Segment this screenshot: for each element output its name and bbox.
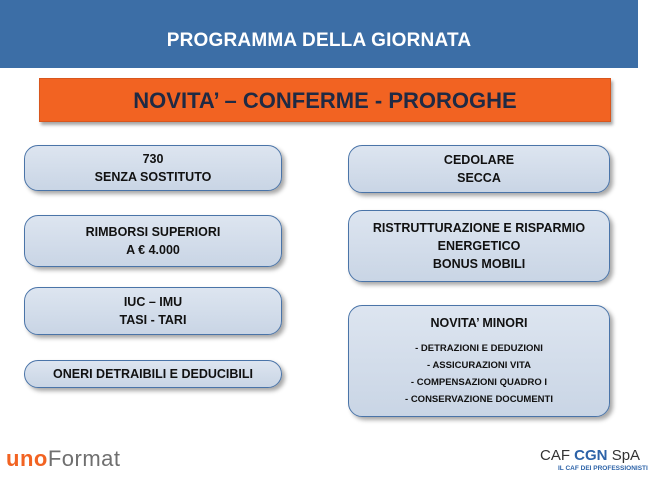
caf-tagline: IL CAF DEI PROFESSIONISTI (558, 465, 648, 472)
caf-line (540, 447, 640, 464)
box-line: A € 4.000 (126, 243, 180, 257)
box-line: RIMBORSI SUPERIORI (85, 225, 221, 239)
caf-text: CAF (540, 447, 570, 464)
box-line: SENZA SOSTITUTO (94, 170, 212, 184)
box-oneri (24, 360, 282, 388)
minor-title: NOVITA’ MINORI (430, 316, 528, 330)
box-line: SECCA (457, 171, 501, 185)
header-bar (0, 0, 638, 68)
box-line: ENERGETICO (437, 239, 521, 253)
spa-text: SpA (611, 447, 641, 464)
box-line: ONERI DETRAIBILI E DEDUCIBILI (52, 367, 253, 381)
box-line: IUC – IMU (123, 295, 183, 309)
logo-part: Format (47, 446, 121, 471)
cgn-text: CGN (574, 447, 608, 464)
box-730 (24, 145, 282, 191)
caf-cgn-logo (540, 447, 648, 475)
box-rimborsi (24, 215, 282, 267)
minor-item: - CONSERVAZIONE DOCUMENTI (405, 394, 553, 405)
box-novita-minori (348, 305, 610, 417)
box-line: BONUS MOBILI (432, 257, 526, 271)
logo-part: uno (6, 446, 48, 471)
box-cedolare (348, 145, 610, 193)
box-line: CEDOLARE (443, 153, 515, 167)
box-line: 730 (142, 152, 164, 166)
minor-item: - ASSICURAZIONI VITA (427, 360, 531, 371)
minor-item: - COMPENSAZIONI QUADRO I (410, 377, 548, 388)
box-line: TASI - TARI (119, 313, 187, 327)
page-title: PROGRAMMA DELLA GIORNATA (166, 30, 472, 51)
box-line: RISTRUTTURAZIONE E RISPARMIO (372, 221, 586, 235)
section-banner (39, 78, 611, 122)
box-iuc (24, 287, 282, 335)
minor-item: - DETRAZIONI E DEDUZIONI (415, 343, 543, 354)
box-ristrutturazione (348, 210, 610, 282)
section-banner-title: NOVITA’ – CONFERME - PROROGHE (133, 88, 517, 113)
unoformat-logo (6, 446, 121, 472)
